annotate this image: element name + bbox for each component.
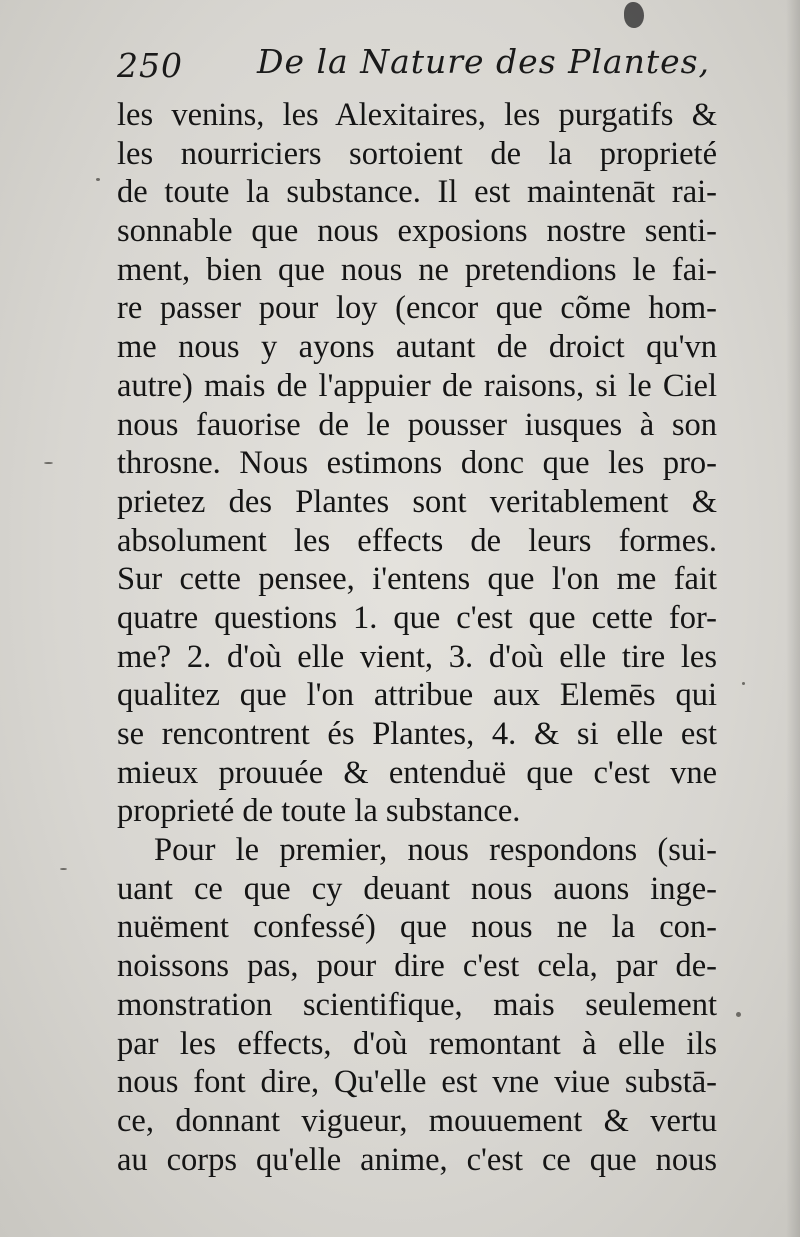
text-line: noissons pas, pour dire c'est cela, par de- (117, 948, 717, 985)
text-line: sonnable que nous exposions nostre senti- (117, 213, 717, 250)
text-line: qualitez que l'on attribue aux Elemēs qui (117, 677, 717, 714)
text-line: autre) mais de l'appuier de raisons, si le Ciel (117, 367, 717, 404)
text-line: mieux prouuée & entenduë que c'est vne (117, 754, 717, 791)
paragraph-first-line: Pour le premier, nous respondons (sui- (154, 832, 717, 869)
text-line: ment, bien que nous ne pretendions le fai- (117, 251, 717, 288)
text-line: nous font dire, Qu'elle est vne viue substā- (117, 1064, 717, 1101)
text-line: quatre questions 1. que c'est que cette for- (117, 599, 717, 636)
paragraph-end-line: proprieté de toute la substance. (117, 793, 521, 830)
text-line: prietez des Plantes sont veritablement & (117, 483, 717, 520)
text-line: ce, donnant vigueur, mouuement & vertu (117, 1102, 717, 1139)
body-text (117, 96, 717, 1179)
text-line: Sur cette pensee, i'entens que l'on me fait (117, 561, 717, 598)
text-line: se rencontrent és Plantes, 4. & si elle est (117, 716, 717, 752)
text-line: de toute la substance. Il est maintenāt rai- (117, 174, 717, 211)
paper-speck (742, 682, 745, 685)
running-title: De la Nature des Plantes, (257, 42, 711, 81)
paper-speck (96, 178, 100, 181)
paper-speck (44, 462, 53, 464)
text-line: les venins, les Alexitaires, les purgatifs & (117, 97, 717, 133)
paper-speck (60, 868, 67, 870)
text-line: monstration scientifique, mais seulement (117, 986, 717, 1023)
text-line: throsne. Nous estimons donc que les pro- (117, 445, 717, 482)
running-header (117, 42, 711, 92)
text-line: absolument les effects de leurs formes. (117, 522, 717, 559)
text-line: uant ce que cy deuant nous auons inge- (117, 870, 717, 907)
text-line: me nous y ayons autant de droict qu'vn (117, 329, 717, 366)
text-line: nous fauorise de le pousser iusques à son (117, 406, 717, 443)
ink-blot (624, 2, 644, 28)
text-line: les nourriciers sortoient de la proprieté (117, 135, 717, 172)
text-line: nuëment confessé) que nous ne la con- (117, 909, 717, 946)
text-line: par les effects, d'où remontant à elle ils (117, 1025, 717, 1062)
paper-speck (736, 1012, 741, 1017)
text-line: re passer pour loy (encor que cõme hom- (117, 290, 717, 327)
text-line: au corps qu'elle anime, c'est ce que nous (117, 1141, 717, 1178)
page-edge-shadow (786, 0, 800, 1237)
page-number: 250 (117, 46, 183, 85)
text-line: me? 2. d'où elle vient, 3. d'où elle tire les (117, 638, 717, 675)
